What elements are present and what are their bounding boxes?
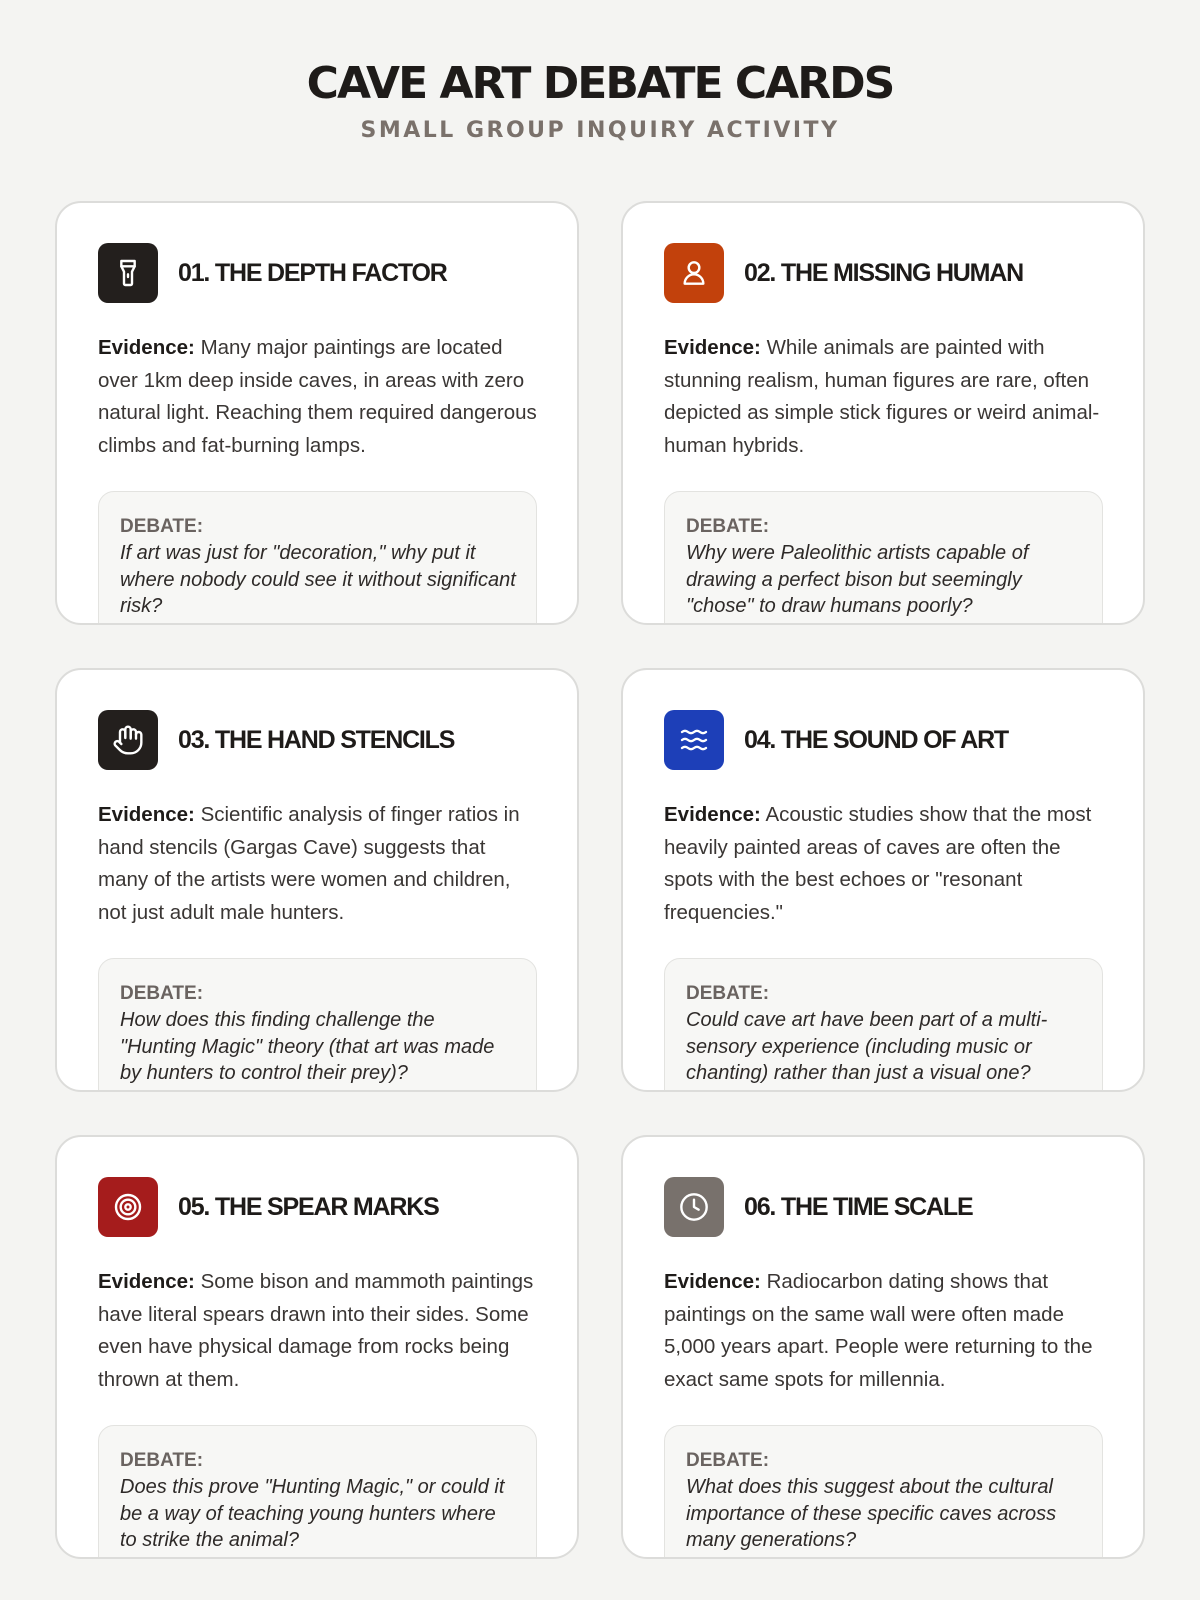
debate-box [98, 1425, 537, 1559]
card-title: 02. THE MISSING HUMAN [744, 258, 1023, 287]
hand-icon [98, 710, 158, 770]
evidence-text: Many major paintings are located over 1km deep inside caves, in areas with zero natural light. Reaching them required dangerous climbs and fat-burning lamps. [98, 336, 537, 457]
card-title: 06. THE TIME SCALE [744, 1192, 973, 1221]
debate-label: DEBATE: [686, 516, 770, 537]
debate-label: DEBATE: [120, 516, 204, 537]
evidence-label: Evidence: [98, 336, 195, 359]
header [0, 0, 1200, 200]
evidence-label: Evidence: [98, 1270, 195, 1293]
page-title: CAVE ART DEBATE CARDS [306, 58, 894, 109]
card-header [664, 1177, 1103, 1237]
card-title: 04. THE SOUND OF ART [744, 725, 1008, 754]
debate-question: Does this prove "Hunting Magic," or could it be a way of teaching young hunters where to strike the animal? [120, 1476, 505, 1551]
debate-label: DEBATE: [686, 1450, 770, 1471]
evidence-label: Evidence: [98, 803, 195, 826]
evidence-text: Scientific analysis of finger ratios in hand stencils (Gargas Cave) suggests that many of the artists were women and children, not just adult male hunters. [98, 803, 520, 924]
evidence-text: While animals are painted with stunning realism, human figures are rare, often depicted as simple stick figures or weird animal-human hybrids. [664, 336, 1100, 457]
flashlight-icon [98, 243, 158, 303]
evidence-text: Some bison and mammoth paintings have literal spears drawn into their sides. Some even have physical damage from rocks being thrown at them. [98, 1270, 534, 1391]
target-icon [98, 1177, 158, 1237]
debate-question: Could cave art have been part of a multi-sensory experience (including music or chanting) rather than just a visual one? [686, 1009, 1048, 1084]
debate-box [664, 491, 1103, 625]
person-icon [664, 243, 724, 303]
debate-question: What does this suggest about the cultural importance of these specific caves across many generations? [686, 1476, 1057, 1551]
card-title: 03. THE HAND STENCILS [178, 725, 455, 754]
evidence-label: Evidence: [664, 1270, 761, 1293]
evidence-label: Evidence: [664, 336, 761, 359]
debate-card-hand-stencils [55, 668, 579, 1092]
debate-question: If art was just for "decoration," why put it where nobody could see it without significant risk? [120, 542, 516, 617]
card-title: 05. THE SPEAR MARKS [178, 1192, 439, 1221]
card-header [98, 243, 537, 303]
evidence-text: Radiocarbon dating shows that paintings on the same wall were often made 5,000 years apart. People were returning to the exact same spots for millennia. [664, 1270, 1093, 1391]
debate-label: DEBATE: [686, 983, 770, 1004]
debate-label: DEBATE: [120, 983, 204, 1004]
debate-card-sound-of-art [621, 668, 1145, 1092]
clock-icon [664, 1177, 724, 1237]
evidence-label: Evidence: [664, 803, 761, 826]
card-grid [55, 201, 1145, 1559]
card-evidence [664, 799, 1103, 929]
debate-box [664, 1425, 1103, 1559]
debate-label: DEBATE: [120, 1450, 204, 1471]
card-header [664, 710, 1103, 770]
card-header [98, 710, 537, 770]
debate-box [98, 491, 537, 625]
waves-icon [664, 710, 724, 770]
debate-card-depth-factor [55, 201, 579, 625]
card-evidence [98, 1266, 537, 1396]
debate-card-spear-marks [55, 1135, 579, 1559]
card-header [664, 243, 1103, 303]
card-title: 01. THE DEPTH FACTOR [178, 258, 447, 287]
card-evidence [98, 799, 537, 929]
card-evidence [98, 332, 537, 462]
debate-question: Why were Paleolithic artists capable of drawing a perfect bison but seemingly "chose" to draw humans poorly? [686, 542, 1029, 617]
card-evidence [664, 332, 1103, 462]
debate-box [664, 958, 1103, 1092]
card-evidence [664, 1266, 1103, 1396]
card-header [98, 1177, 537, 1237]
debate-card-time-scale [621, 1135, 1145, 1559]
page-subtitle: SMALL GROUP INQUIRY ACTIVITY [360, 118, 840, 143]
debate-card-missing-human [621, 201, 1145, 625]
debate-question: How does this finding challenge the "Hunting Magic" theory (that art was made by hunters to control their prey)? [120, 1009, 495, 1084]
debate-box [98, 958, 537, 1092]
evidence-text: Acoustic studies show that the most heavily painted areas of caves are often the spots with the best echoes or "resonant frequencies." [664, 803, 1092, 924]
